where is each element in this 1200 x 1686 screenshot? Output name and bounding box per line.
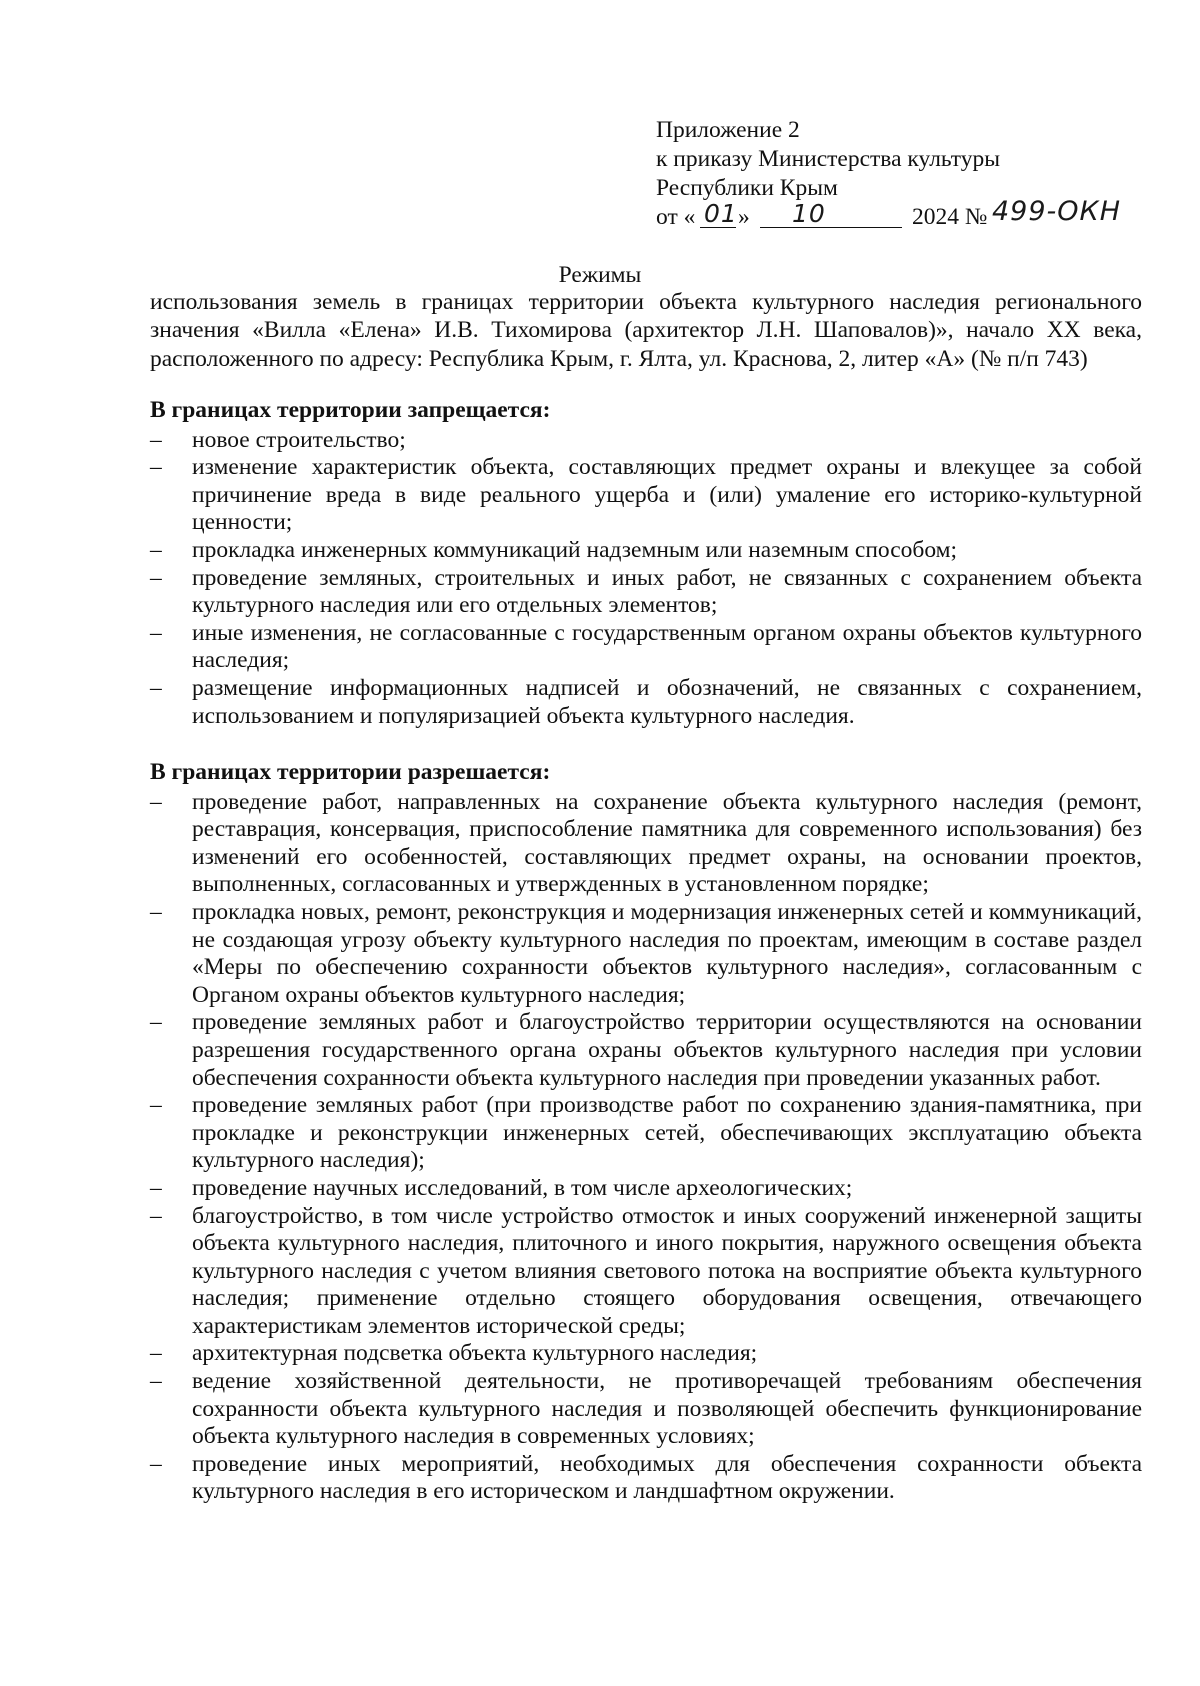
document-subtitle: использования земель в границах территории объекта культурного наследия регионального значения «Вилла «Елена» И.В. Тихомирова (архитектор Л.Н. Шаповалов)», начало XX века, расположенного по адресу: Республика Крым, г. Ялта, ул. Краснова, 2, литер «А» (№ п/п 743) [150, 289, 1142, 372]
section-forbidden [150, 397, 1142, 730]
list-item [150, 1175, 1142, 1203]
list-item [150, 1092, 1142, 1175]
list-item-text: проведение работ, направленных на сохранение объекта культурного наследия (ремонт, реставрация, консервация, приспособление памятника для современного использования) без изменений его особенностей, составляющих предмет охраны, на основании проектов, выполненных, согласованных и утвержденных в установленном порядке; [192, 788, 1142, 898]
appendix-block [656, 116, 1122, 235]
allowed-list [150, 789, 1142, 1506]
dash-marker: – [150, 426, 162, 453]
list-item-text: проведение земляных работ (при производстве работ по сохранению здания-памятника, при прокладке и реконструкции инженерных сетей, обеспечивающих эксплуатацию объекта культурного наследия); [192, 1092, 1142, 1174]
section-allowed [150, 759, 1142, 1506]
list-item [150, 1368, 1142, 1451]
section-allowed-heading: В границах территории разрешается: [150, 759, 551, 785]
dash-marker: – [150, 1340, 162, 1367]
dash-marker: – [150, 1368, 162, 1395]
date-mid: » [738, 204, 750, 230]
dash-marker: – [150, 1092, 162, 1119]
forbidden-list [150, 427, 1142, 731]
order-number: 499-ОКН [992, 196, 1122, 227]
date-day: 01 [704, 199, 738, 228]
list-item [150, 1340, 1142, 1368]
list-item-text: благоустройство, в том числе устройство отмосток и иных сооружений инженерной защиты объекта культурного наследия, плиточного и иного покрытия, наружного освещения объекта культурного наследия с учетом влияния светового потока на восприятие объекта культурного наследия; применение отдельно стоящего оборудования освещения, отвечающего характеристикам элементов исторической среды; [192, 1202, 1142, 1339]
dash-marker: – [150, 619, 162, 646]
list-item-text: прокладка инженерных коммуникаций надземным или наземным способом; [192, 536, 958, 563]
dash-marker: – [150, 536, 162, 563]
list-item-text: изменение характеристик объекта, составляющих предмет охраны и влекущее за собой причинение вреда в виде реального ущерба и (или) умаление его историко-культурной ценности; [192, 454, 1142, 536]
list-item [150, 675, 1142, 730]
list-item [150, 899, 1142, 1009]
dash-marker: – [150, 788, 162, 815]
list-item-text: прокладка новых, ремонт, реконструкция и модернизация инженерных сетей и коммуникаций, не создающая угрозу объекту культурного наследия по проектам, имеющим в составе раздел «Меры по обеспечению сохранности объектов культурного наследия», согласованным с Органом охраны объектов культурного наследия; [192, 898, 1142, 1008]
day-underline [700, 227, 736, 228]
dash-marker: – [150, 1174, 162, 1201]
dash-marker: – [150, 674, 162, 701]
list-item [150, 1451, 1142, 1506]
appendix-date-line [656, 196, 1122, 235]
list-item-text: размещение информационных надписей и обозначений, не связанных с сохранением, использованием и популяризацией объекта культурного наследия. [192, 674, 1142, 729]
list-item [150, 537, 1142, 565]
list-item-text: проведение земляных работ и благоустройство территории осуществляются на основании разрешения государственного органа охраны объектов культурного наследия при условии обеспечения сохранности объекта культурного наследия при проведении указанных работ. [192, 1009, 1142, 1091]
appendix-line-1: Приложение 2 [656, 117, 800, 143]
section-forbidden-heading: В границах территории запрещается: [150, 397, 551, 423]
list-item-text: ведение хозяйственной деятельности, не противоречащей требованиям обеспечения сохранности объекта культурного наследия и позволяющей обеспечить функционирование объекта культурного наследия в современных условиях; [192, 1368, 1142, 1450]
document-title: Режимы [558, 262, 642, 288]
dash-marker: – [150, 1009, 162, 1036]
month-underline [760, 227, 902, 228]
list-item-text: новое строительство; [192, 426, 406, 453]
list-item [150, 565, 1142, 620]
list-item-text: иные изменения, не согласованные с государственным органом охраны объектов культурного наследия; [192, 619, 1142, 674]
dash-marker: – [150, 1450, 162, 1477]
list-item [150, 454, 1142, 537]
list-item-text: проведение земляных, строительных и иных работ, не связанных с сохранением объекта культурного наследия или его отдельных элементов; [192, 564, 1142, 619]
list-item-text: проведение иных мероприятий, необходимых для обеспечения сохранности объекта культурного наследия в его историческом и ландшафтном окружении. [192, 1450, 1142, 1505]
list-item [150, 789, 1142, 899]
date-month: 10 [792, 199, 826, 228]
dash-marker: – [150, 564, 162, 591]
list-item [150, 427, 1142, 455]
dash-marker: – [150, 454, 162, 481]
list-item [150, 1009, 1142, 1092]
appendix-line-3: Республики Крым [656, 175, 838, 201]
list-item [150, 1203, 1142, 1341]
dash-marker: – [150, 1202, 162, 1229]
list-item [150, 620, 1142, 675]
date-year: 2024 № [912, 204, 988, 230]
list-item-text: проведение научных исследований, в том числе археологических; [192, 1174, 853, 1201]
date-prefix: от « [656, 204, 696, 230]
appendix-line-2: к приказу Министерства культуры [656, 146, 1000, 172]
list-item-text: архитектурная подсветка объекта культурного наследия; [192, 1340, 758, 1367]
dash-marker: – [150, 898, 162, 925]
